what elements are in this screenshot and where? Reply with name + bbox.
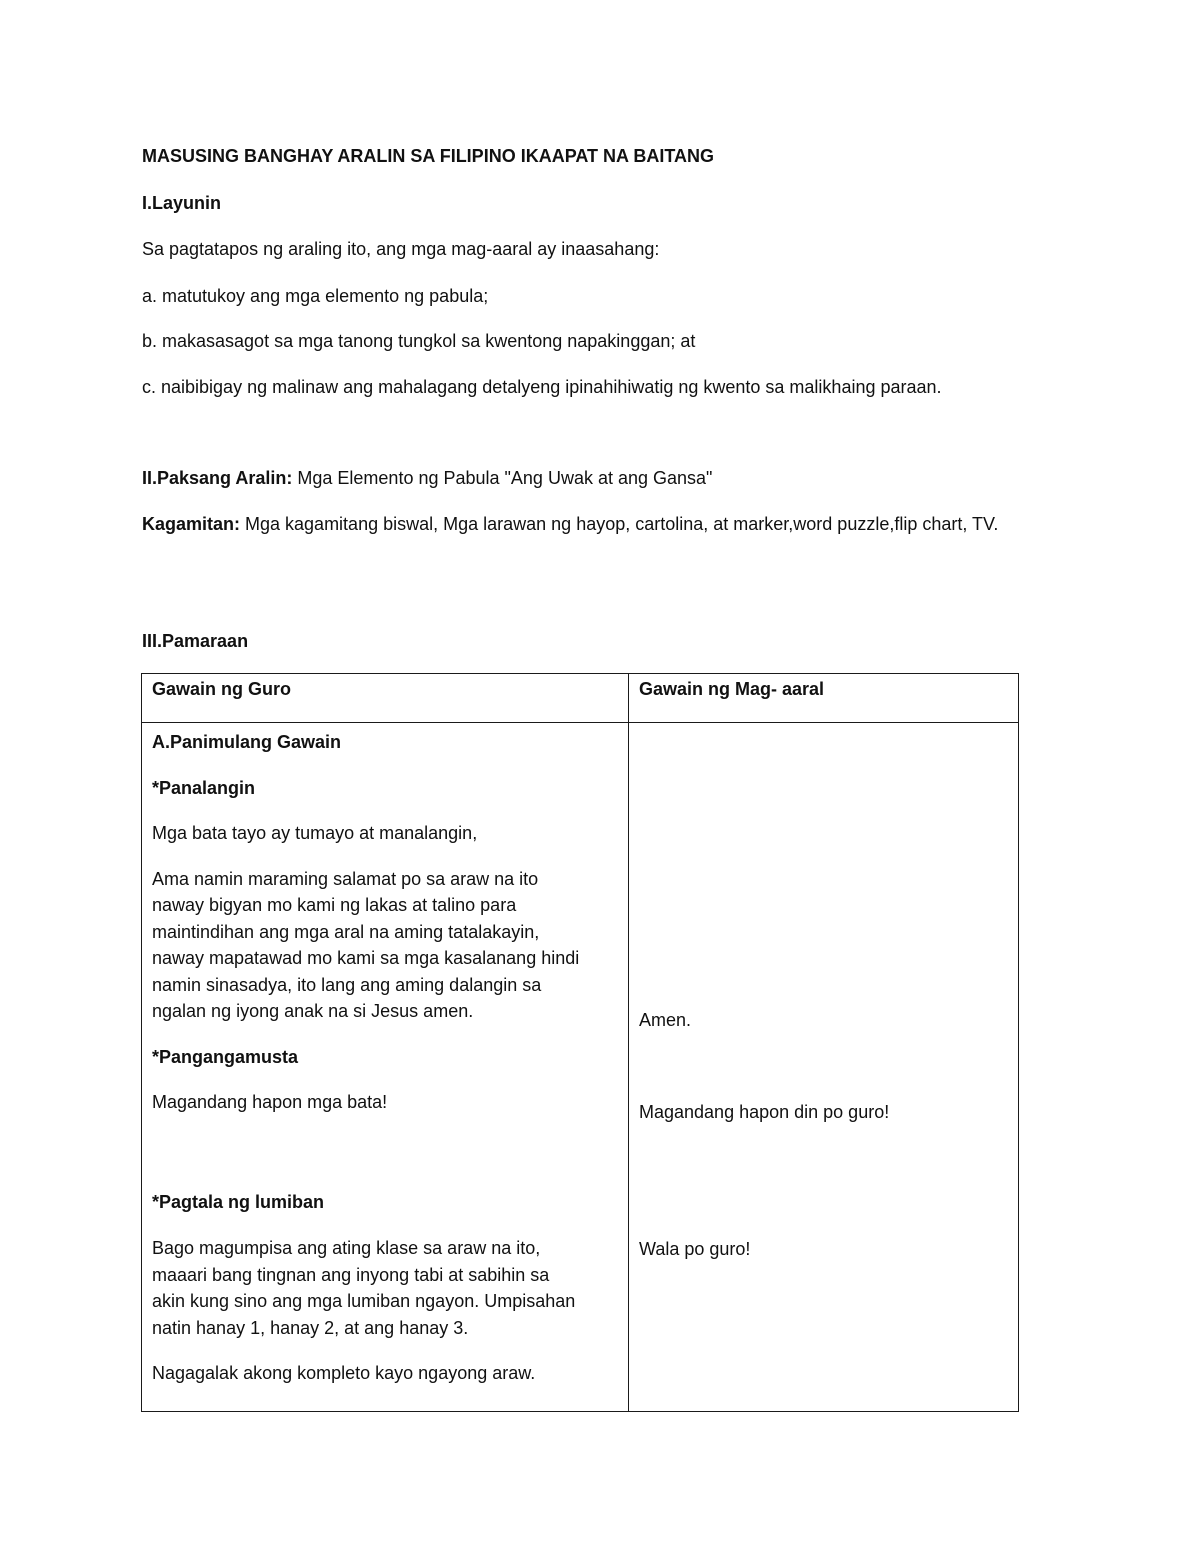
pangangamusta-heading: *Pangangamusta [152,1046,299,1067]
pagtala-line: Bago magumpisa ang ating klase sa araw na ito, [152,1238,541,1258]
pamaraan-table [141,673,1019,1412]
kagamitan-value: Mga kagamitang biswal, Mga larawan ng hayop, cartolina, at marker,word puzzle,flip chart, TV. [240,514,999,534]
pagtala-heading: *Pagtala ng lumiban [152,1191,325,1212]
pagtala-line: natin hanay 1, hanay 2, at ang hanay 3. [152,1317,469,1338]
pagtala-line: maaari bang tingnan ang inyong tabi at sabihin sa [152,1264,550,1285]
prayer-line: maintindihan ang mga aral na aming tatalakayin, [152,921,540,942]
panalangin-intro: Mga bata tayo ay tumayo at manalangin, [152,823,478,843]
table-row [142,723,1019,1412]
prayer-line: ngalan ng iyong anak na si Jesus amen. [152,1001,474,1021]
objective-c: c. naibibigay ng malinaw ang mahalagang detalyeng ipinahihiwatig ng kwento sa malikhaing paraan. [142,377,942,397]
paksang-aralin-label: II.Paksang Aralin: [142,468,293,488]
magaaral-cell [629,723,1019,1412]
objective-b: b. makasasagot sa mga tanong tungkol sa kwentong napakinggan; at [142,331,696,351]
prayer-line: namin sinasadya, ito lang ang aming dalangin sa [152,974,542,995]
prayer-line: naway bigyan mo kami ng lakas at talino para [152,895,517,915]
prayer-line: naway mapatawad mo kami sa mga kasalanang hindi [152,948,580,968]
prayer-line: Ama namin maraming salamat po sa araw na ito [152,868,539,889]
guro-cell [142,723,629,1412]
header-gawain-magaaral: Gawain ng Mag- aaral [629,674,1019,723]
kagamitan-label: Kagamitan: [142,514,241,534]
header-gawain-guro: Gawain ng Guro [142,674,629,723]
table-header-row [142,674,1019,723]
paksang-aralin-value: Mga Elemento ng Pabula "Ang Uwak at ang Gansa" [292,468,713,488]
layunin-intro: Sa pagtatapos ng araling ito, ang mga mag-aaral ay inaasahang: [142,239,660,259]
panalangin-heading: *Panalangin [152,777,256,798]
response-hapon: Magandang hapon din po guro! [639,1102,890,1122]
layunin-heading: I.Layunin [142,193,222,213]
section-heading: A.Panimulang Gawain [152,732,342,752]
document-title: MASUSING BANGHAY ARALIN SA FILIPINO IKAAPAT NA BAITANG [142,146,715,166]
closing-text: Nagagalak akong kompleto kayo ngayong araw. [152,1363,536,1383]
response-amen: Amen. [639,1010,692,1030]
paksang-aralin [142,465,712,491]
response-wala: Wala po guro! [639,1239,751,1259]
objective-a: a. matutukoy ang mga elemento ng pabula; [142,286,489,306]
pagtala-line: akin kung sino ang mga lumiban ngayon. Umpisahan [152,1291,576,1311]
kagamitan [142,511,1052,537]
pangangamusta-text: Magandang hapon mga bata! [152,1092,388,1112]
pamaraan-heading: III.Pamaraan [142,631,249,651]
